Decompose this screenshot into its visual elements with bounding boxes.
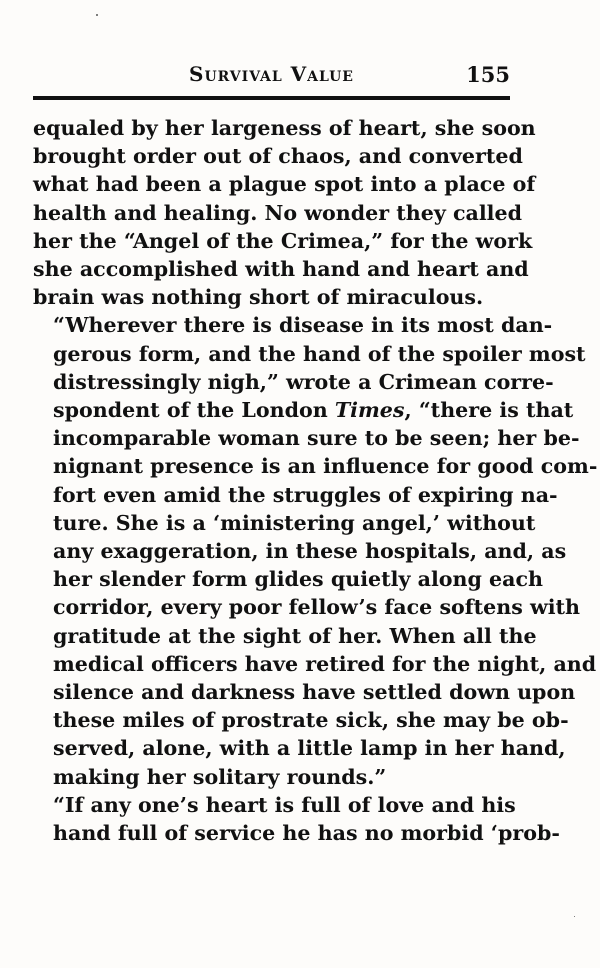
text-line: “Wherever there is disease in its most dan- [53,313,553,338]
text-line: ture. She is a ‘ministering angel,’ without [53,510,536,535]
text-line: served, alone, with a little lamp in her hand, [53,736,566,761]
text-line: hand full of service he has no morbid ‘prob- [53,821,560,846]
text-line: any exaggeration, in these hospitals, and, as [53,539,567,564]
text-line: “If any one’s heart is full of love and his [53,792,516,817]
text-line: corridor, every poor fellow’s face softens with [53,595,581,620]
text-line: making her solitary rounds.” [53,764,387,789]
paragraph [33,311,598,790]
text-line: what had been a plague spot into a place of [33,172,536,197]
text-line: her slender form glides quietly along each [53,567,543,592]
text-line: spondent of the London Times, “there is that [53,398,574,423]
text-line: brain was nothing short of miraculous. [33,285,484,310]
print-speck [574,916,575,917]
paragraph [33,114,536,311]
text-line: nignant presence is an influence for good com- [53,454,598,479]
text-line: fort even amid the struggles of expiring na- [53,482,558,507]
page-number: 155 [466,62,510,87]
text-line: medical officers have retired for the night, and [53,651,597,676]
text-line: gratitude at the sight of her. When all the [53,623,537,648]
text-line: silence and darkness have settled down upon [53,680,576,705]
page-header [33,62,510,92]
running-title: Survival Value [189,62,354,86]
text-line: equaled by her largeness of heart, she soon [33,116,536,140]
body-text [33,114,598,847]
paragraph [33,791,560,847]
text-line: brought order out of chaos, and converted [33,144,523,169]
print-speck [96,14,98,16]
text-line: she accomplished with hand and heart and [33,257,529,282]
text-line: incomparable woman sure to be seen; her be- [53,426,580,451]
text-line: distressingly nigh,” wrote a Crimean corre- [53,369,554,394]
header-rule [33,96,510,100]
text-line: her the “Angel of the Crimea,” for the work [33,228,533,253]
text-line: health and healing. No wonder they called [33,200,523,225]
text-line: gerous form, and the hand of the spoiler most [53,341,586,366]
text-line: these miles of prostrate sick, she may be ob- [53,708,569,733]
